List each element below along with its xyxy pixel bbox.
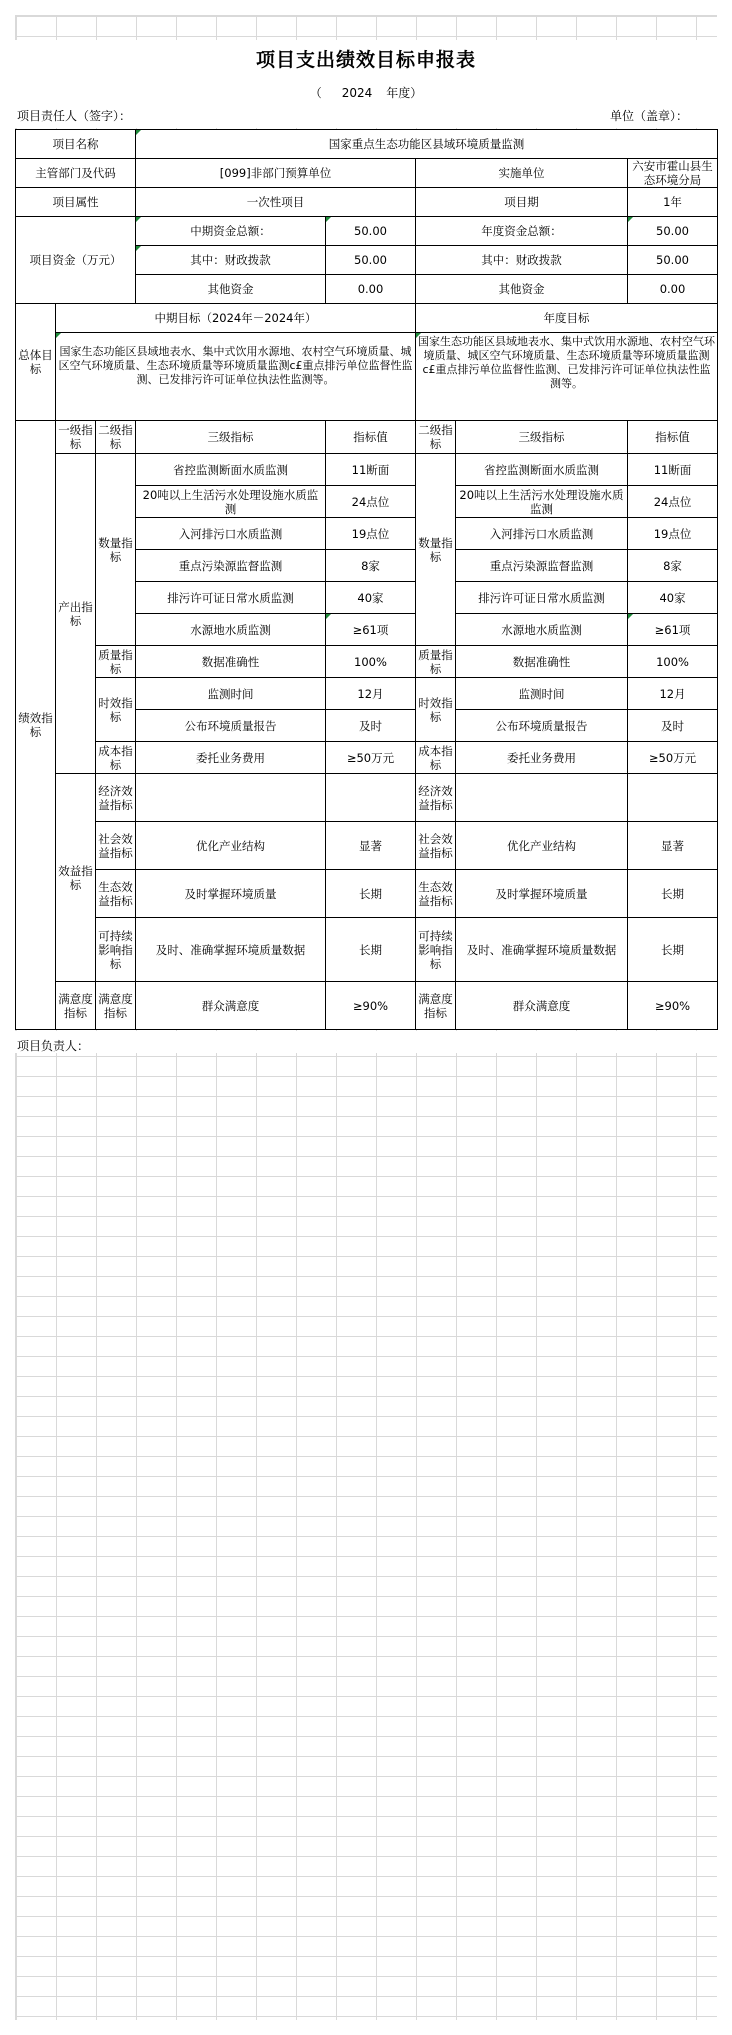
social-label-year: 社会效益指标: [416, 822, 456, 870]
satisfaction-l2-label-year: 满意度指标: [416, 982, 456, 1030]
indicator-value: 8家: [326, 550, 416, 582]
indicator-row: [16, 742, 718, 774]
indicator-name: 公布环境质量报告: [456, 710, 628, 742]
indicator-name: 入河排污口水质监测: [136, 518, 326, 550]
year-fiscal-label: 其中：财政拨款: [416, 246, 628, 275]
mid-fiscal-value: 50.00: [326, 246, 416, 275]
attr-value: 一次性项目: [136, 188, 416, 217]
project-name-value: 国家重点生态功能区县域环境质量监测: [136, 130, 718, 159]
indicator-value: 及时: [326, 710, 416, 742]
indicator-name: 重点污染源监督监测: [456, 550, 628, 582]
ecological-label-year: 生态效益指标: [416, 870, 456, 918]
indicator-name: 省控监测断面水质监测: [136, 454, 326, 486]
indicator-name: 及时、准确掌握环境质量数据: [136, 918, 326, 982]
indicator-name: 群众满意度: [456, 982, 628, 1030]
indicator-name: 水源地水质监测: [136, 614, 326, 646]
year-total-label: 年度资金总额：: [416, 217, 628, 246]
output-indicator-label: 产出指标: [56, 454, 96, 774]
indicator-value: 40家: [326, 582, 416, 614]
year-goal-head: 年度目标: [416, 304, 718, 333]
indicator-row: [16, 454, 718, 486]
indicator-value: 长期: [326, 870, 416, 918]
indicator-row: [16, 822, 718, 870]
quality-label-year: 质量指标: [416, 646, 456, 678]
impl-unit-label: 实施单位: [416, 159, 628, 188]
indicator-value: ≥61项: [628, 614, 718, 646]
year-close: 年度）: [386, 86, 423, 100]
indicator-value: ≥90%: [326, 982, 416, 1030]
indicator-name: 重点污染源监督监测: [136, 550, 326, 582]
economic-label-year: 经济效益指标: [416, 774, 456, 822]
cost-label-mid: 成本指标: [96, 742, 136, 774]
row-goal-text: [16, 333, 718, 421]
satisfaction-l2-label-mid: 满意度指标: [96, 982, 136, 1030]
row-project-name: [16, 130, 718, 159]
row-indicator-head: [16, 421, 718, 454]
indicator-value: 12月: [326, 678, 416, 710]
indicator-value: 100%: [326, 646, 416, 678]
indicator-value: ≥50万元: [326, 742, 416, 774]
indicator-name: 公布环境质量报告: [136, 710, 326, 742]
year-goal-text: 国家生态功能区县域地表水、集中式饮用水源地、农村空气环境质量、城区空气环境质量、生态环境质量等环境质量监测c£重点排污单位监督性监测、已发排污许可证单位执法性监测等。: [416, 333, 718, 421]
value-head-mid: 指标值: [326, 421, 416, 454]
impl-unit-value: 六安市霍山县生态环境分局: [628, 159, 718, 188]
indicator-name: 及时掌握环境质量: [456, 870, 628, 918]
attr-label: 项目属性: [16, 188, 136, 217]
empty-indicator: [136, 774, 326, 822]
indicator-row: [16, 918, 718, 982]
row-goal-head: [16, 304, 718, 333]
year-other-value: 0.00: [628, 275, 718, 304]
indicator-name: 优化产业结构: [456, 822, 628, 870]
level2-head: 二级指标: [96, 421, 136, 454]
sustainable-label-year: 可持续影响指标: [416, 918, 456, 982]
year-line: [15, 84, 717, 101]
indicator-name: 省控监测断面水质监测: [456, 454, 628, 486]
quantity-label-year: 数量指标: [416, 454, 456, 646]
empty-value: [326, 774, 416, 822]
empty-indicator: [456, 774, 628, 822]
mid-other-value: 0.00: [326, 275, 416, 304]
indicator-name: 监测时间: [136, 678, 326, 710]
indicator-name: 监测时间: [456, 678, 628, 710]
indicator-value: 显著: [628, 822, 718, 870]
indicator-row: [16, 678, 718, 710]
row-department: [16, 159, 718, 188]
empty-value: [628, 774, 718, 822]
indicator-name: 排污许可证日常水质监测: [456, 582, 628, 614]
perf-indicator-label: 绩效指标: [16, 421, 56, 1030]
page-title: 项目支出绩效目标申报表: [255, 49, 476, 71]
indicator-name: 及时、准确掌握环境质量数据: [456, 918, 628, 982]
ecological-label-mid: 生态效益指标: [96, 870, 136, 918]
year-total-value: 50.00: [628, 217, 718, 246]
mid-total-label: 中期资金总额：: [136, 217, 326, 246]
indicator-value: 及时: [628, 710, 718, 742]
indicator-value: 19点位: [628, 518, 718, 550]
indicator-value: ≥90%: [628, 982, 718, 1030]
indicator-row: [16, 646, 718, 678]
indicator-name: 入河排污口水质监测: [456, 518, 628, 550]
satisfaction-l1-label: 满意度指标: [56, 982, 96, 1030]
sustainable-label-mid: 可持续影响指标: [96, 918, 136, 982]
indicator-value: 长期: [628, 870, 718, 918]
level1-head: 一级指标: [56, 421, 96, 454]
indicator-name: 数据准确性: [136, 646, 326, 678]
social-label-mid: 社会效益指标: [96, 822, 136, 870]
indicator-value: 40家: [628, 582, 718, 614]
year-fiscal-value: 50.00: [628, 246, 718, 275]
timeliness-label-mid: 时效指标: [96, 678, 136, 742]
performance-goal-table: [15, 129, 718, 1030]
dept-value: [099]非部门预算单位: [136, 159, 416, 188]
economic-label-mid: 经济效益指标: [96, 774, 136, 822]
indicator-value: 19点位: [326, 518, 416, 550]
indicator-value: 24点位: [326, 486, 416, 518]
benefit-indicator-label: 效益指标: [56, 774, 96, 982]
cost-label-year: 成本指标: [416, 742, 456, 774]
indicator-value: 11断面: [628, 454, 718, 486]
indicator-name: 20吨以上生活污水处理设施水质监测: [136, 486, 326, 518]
quality-label-mid: 质量指标: [96, 646, 136, 678]
indicator-name: 群众满意度: [136, 982, 326, 1030]
indicator-row: [16, 774, 718, 822]
period-value: 1年: [628, 188, 718, 217]
level3-head-year: 三级指标: [456, 421, 628, 454]
indicator-value: 11断面: [326, 454, 416, 486]
level2-head-year: 二级指标: [416, 421, 456, 454]
quantity-label-mid: 数量指标: [96, 454, 136, 646]
row-fund-total: [16, 217, 718, 246]
indicator-value: 100%: [628, 646, 718, 678]
indicator-value: 8家: [628, 550, 718, 582]
project-manager-label: 项目负责人：: [17, 1039, 90, 1053]
timeliness-label-year: 时效指标: [416, 678, 456, 742]
indicator-name: 委托业务费用: [456, 742, 628, 774]
indicator-value: ≥61项: [326, 614, 416, 646]
indicator-value: 12月: [628, 678, 718, 710]
indicator-value: 24点位: [628, 486, 718, 518]
value-head-year: 指标值: [628, 421, 718, 454]
mid-total-value: 50.00: [326, 217, 416, 246]
year-value: 2024: [341, 86, 373, 100]
mid-goal-text: 国家生态功能区县域地表水、集中式饮用水源地、农村空气环境质量、城区空气环境质量、生态环境质量等环境质量监测c£重点排污单位监督性监测、已发排污许可证单位执法性监测等。: [56, 333, 416, 421]
fund-label: 项目资金（万元）: [16, 217, 136, 304]
indicator-value: 长期: [628, 918, 718, 982]
indicator-value: 显著: [326, 822, 416, 870]
dept-label: 主管部门及代码: [16, 159, 136, 188]
row-attribute: [16, 188, 718, 217]
indicator-value: ≥50万元: [628, 742, 718, 774]
mid-other-label: 其他资金: [136, 275, 326, 304]
indicator-row: [16, 870, 718, 918]
year-open: （: [309, 86, 322, 100]
responsible-person-label: 项目责任人（签字）：: [17, 109, 132, 123]
indicator-name: 数据准确性: [456, 646, 628, 678]
period-label: 项目期: [416, 188, 628, 217]
level3-head-mid: 三级指标: [136, 421, 326, 454]
indicator-row: [16, 982, 718, 1030]
project-name-label: 项目名称: [16, 130, 136, 159]
mid-goal-head: 中期目标（2024年－2024年）: [56, 304, 416, 333]
unit-seal-label: 单位（盖章）：: [610, 109, 689, 123]
mid-fiscal-label: 其中：财政拨款: [136, 246, 326, 275]
overall-goal-label: 总体目标: [16, 304, 56, 421]
year-other-label: 其他资金: [416, 275, 628, 304]
indicator-name: 委托业务费用: [136, 742, 326, 774]
indicator-name: 优化产业结构: [136, 822, 326, 870]
indicator-name: 水源地水质监测: [456, 614, 628, 646]
indicator-name: 及时掌握环境质量: [136, 870, 326, 918]
indicator-name: 排污许可证日常水质监测: [136, 582, 326, 614]
indicator-name: 20吨以上生活污水处理设施水质监测: [456, 486, 628, 518]
indicator-value: 长期: [326, 918, 416, 982]
footer-area: [15, 1031, 717, 1053]
